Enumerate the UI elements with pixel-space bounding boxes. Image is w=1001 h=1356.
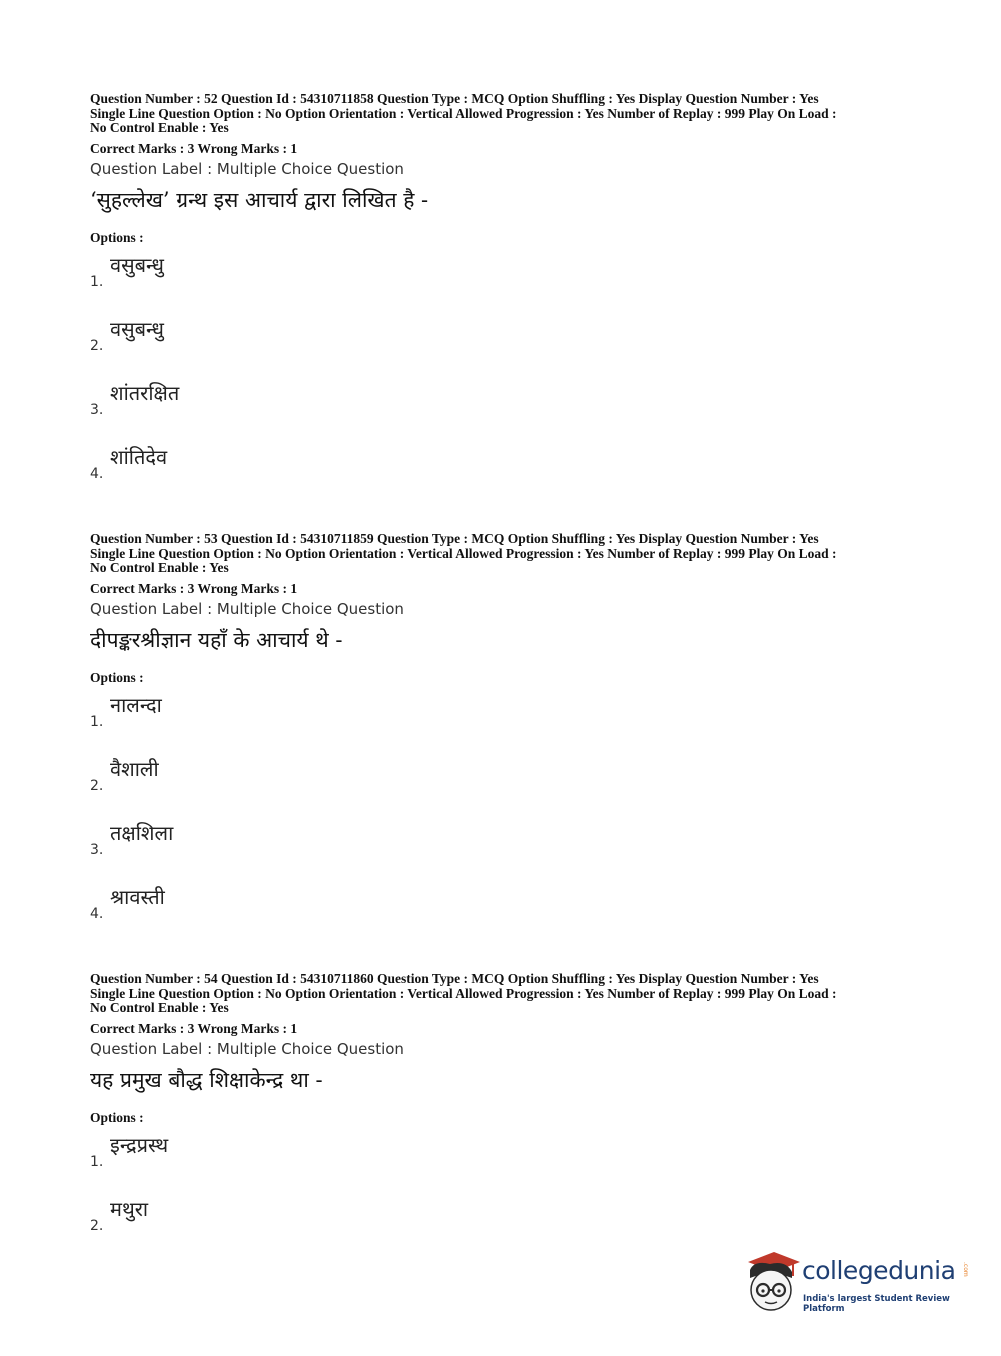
- option-number: 3.: [90, 401, 104, 418]
- option-text: वसुबन्धु: [110, 252, 164, 277]
- question-meta-line: Question Number : 53 Question Id : 54310711859 Question Type : MCQ Option Shuffling : Yes Display Question Number : Yes: [90, 531, 819, 546]
- option-text: श्रावस्ती: [110, 884, 165, 909]
- option-item: [90, 245, 920, 309]
- option-item: [90, 1189, 920, 1253]
- collegedunia-logo: [740, 1248, 975, 1318]
- question-marks: Correct Marks : 3 Wrong Marks : 1: [90, 140, 298, 156]
- option-text: तक्षशिला: [110, 820, 174, 845]
- option-item: [90, 1125, 920, 1189]
- question-label: Question Label : Multiple Choice Question: [90, 599, 404, 618]
- question-marks: Correct Marks : 3 Wrong Marks : 1: [90, 580, 298, 596]
- question-meta-line: No Control Enable : Yes: [90, 560, 229, 575]
- logo-tagline: India's largest Student Review Platform: [803, 1294, 950, 1314]
- question-block-52: [90, 92, 920, 501]
- options-heading: Options :: [90, 229, 144, 245]
- option-number: 1.: [90, 713, 104, 730]
- option-number: 3.: [90, 841, 104, 858]
- option-item: [90, 749, 920, 813]
- question-block-54: [90, 972, 920, 1253]
- option-item: [90, 309, 920, 373]
- question-marks: Correct Marks : 3 Wrong Marks : 1: [90, 1020, 298, 1036]
- option-text: शांतिदेव: [110, 444, 168, 469]
- option-number: 4.: [90, 465, 104, 482]
- option-text: मथुरा: [110, 1196, 149, 1221]
- option-number: 4.: [90, 905, 104, 922]
- option-number: 2.: [90, 337, 104, 354]
- question-text: ‘सुहल्लेख’ ग्रन्थ इस आचार्य द्वारा लिखित है -: [90, 187, 429, 212]
- option-item: [90, 685, 920, 749]
- question-meta-line: Question Number : 54 Question Id : 54310711860 Question Type : MCQ Option Shuffling : Yes Display Question Number : Yes: [90, 971, 819, 986]
- option-item: [90, 877, 920, 941]
- logo-wordmark: collegedunia: [802, 1256, 956, 1285]
- option-text: इन्द्रप्रस्थ: [110, 1132, 169, 1157]
- option-item: [90, 813, 920, 877]
- option-item: [90, 437, 920, 501]
- options-heading: Options :: [90, 669, 144, 685]
- question-meta-line: Single Line Question Option : No Option Orientation : Vertical Allowed Progression : Yes Number of Replay : 999 Play On Load :: [90, 545, 837, 561]
- question-meta-line: Single Line Question Option : No Option Orientation : Vertical Allowed Progression : Yes Number of Replay : 999 Play On Load :: [90, 985, 837, 1001]
- question-block-53: [90, 532, 920, 941]
- options-heading: Options :: [90, 1109, 144, 1125]
- option-number: 1.: [90, 273, 104, 290]
- logo-domain-suffix: .com: [962, 1262, 969, 1277]
- question-meta-line: Single Line Question Option : No Option Orientation : Vertical Allowed Progression : Yes Number of Replay : 999 Play On Load :: [90, 105, 837, 121]
- question-text: यह प्रमुख बौद्ध शिक्षाकेन्द्र था -: [90, 1067, 323, 1092]
- question-label: Question Label : Multiple Choice Question: [90, 159, 404, 178]
- question-meta-line: No Control Enable : Yes: [90, 120, 229, 135]
- option-text: वैशाली: [110, 756, 159, 781]
- option-number: 2.: [90, 1217, 104, 1234]
- question-meta-line: Question Number : 52 Question Id : 54310711858 Question Type : MCQ Option Shuffling : Yes Display Question Number : Yes: [90, 91, 819, 106]
- question-meta-line: No Control Enable : Yes: [90, 1000, 229, 1015]
- option-number: 2.: [90, 777, 104, 794]
- option-text: वसुबन्धु: [110, 316, 164, 341]
- option-text: शांतरक्षित: [110, 380, 180, 405]
- mascot-icon: [740, 1248, 802, 1318]
- option-number: 1.: [90, 1153, 104, 1170]
- option-item: [90, 373, 920, 437]
- question-label: Question Label : Multiple Choice Question: [90, 1039, 404, 1058]
- option-text: नालन्दा: [110, 692, 162, 717]
- question-text: दीपङ्करश्रीज्ञान यहाँ के आचार्य थे -: [90, 627, 343, 652]
